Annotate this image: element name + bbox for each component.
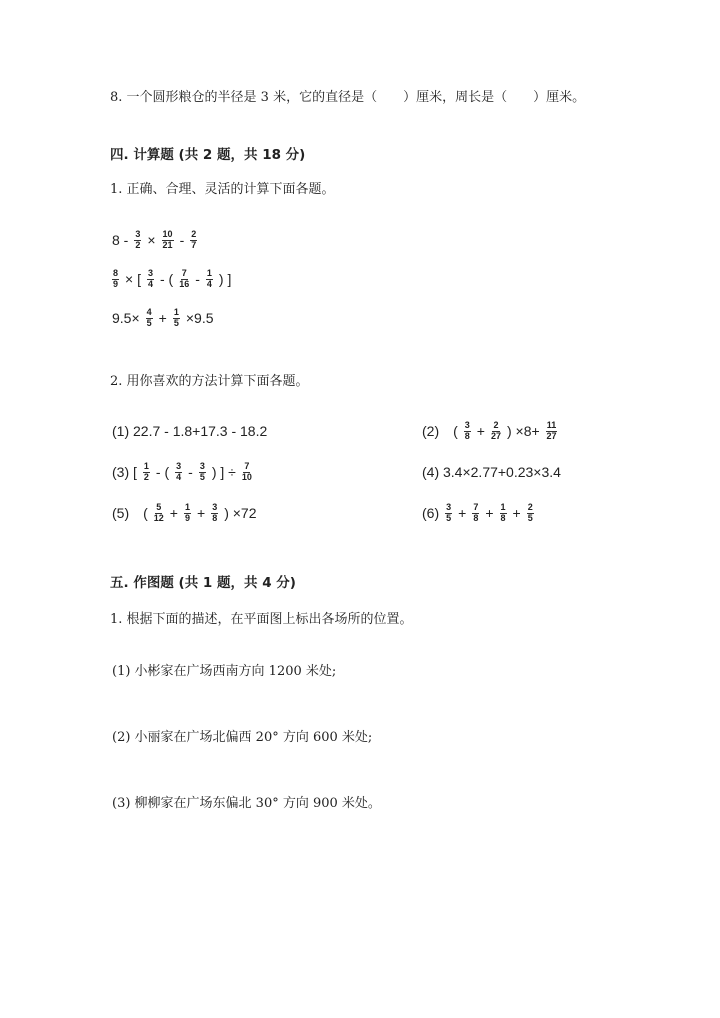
fraction bbox=[147, 269, 154, 290]
list-item: (3) 柳柳家在广场东偏北 30° 方向 900 米处。 bbox=[112, 796, 381, 811]
expression-text: ) ×72 bbox=[224, 505, 257, 522]
expression-text: ×9.5 bbox=[185, 310, 214, 327]
denominator: 4 bbox=[206, 278, 212, 289]
denominator: 16 bbox=[179, 278, 190, 289]
numerator: 3 bbox=[446, 502, 452, 512]
denominator: 8 bbox=[464, 430, 470, 441]
denominator: 5 bbox=[446, 512, 452, 523]
expression-text: + bbox=[485, 505, 494, 522]
fraction bbox=[491, 421, 501, 442]
numerator: 10 bbox=[162, 229, 173, 239]
expression-text: (5) ( bbox=[112, 505, 148, 522]
denominator: 12 bbox=[153, 512, 164, 523]
expression-text: - bbox=[195, 271, 200, 288]
question-8: 8. 一个圆形粮仓的半径是 3 米，它的直径是（ ）厘米，周长是（ ）厘米。 bbox=[110, 90, 586, 105]
denominator: 4 bbox=[147, 278, 153, 289]
section-5-heading: 五. 作图题 (共 1 题，共 4 分) bbox=[110, 575, 296, 591]
expression-text: + bbox=[458, 505, 467, 522]
expression bbox=[422, 503, 534, 524]
numerator: 7 bbox=[181, 268, 187, 278]
fraction bbox=[143, 462, 150, 483]
numerator: 2 bbox=[493, 420, 499, 430]
fraction bbox=[445, 503, 452, 524]
fraction bbox=[472, 503, 479, 524]
fraction bbox=[500, 503, 507, 524]
expression-text: + bbox=[476, 423, 485, 440]
expression-text: × [ bbox=[125, 271, 141, 288]
expression-text: (3) [ bbox=[112, 464, 137, 481]
expression bbox=[112, 462, 252, 483]
denominator: 5 bbox=[527, 512, 533, 523]
expression bbox=[422, 421, 557, 442]
fraction bbox=[211, 503, 218, 524]
numerator: 3 bbox=[135, 229, 141, 239]
fraction bbox=[173, 308, 180, 329]
expression-text: 8 - bbox=[112, 232, 129, 249]
expression-text: 9.5× bbox=[112, 310, 140, 327]
denominator: 7 bbox=[191, 239, 197, 250]
section-5-q1: 1. 根据下面的描述，在平面图上标出各场所的位置。 bbox=[110, 612, 413, 627]
numerator: 3 bbox=[199, 461, 205, 471]
numerator: 7 bbox=[244, 461, 250, 471]
denominator: 9 bbox=[113, 278, 119, 289]
expression-text: (4) 3.4×2.77+0.23×3.4 bbox=[422, 464, 561, 480]
numerator: 2 bbox=[191, 229, 197, 239]
numerator: 1 bbox=[184, 502, 190, 512]
fraction bbox=[184, 503, 191, 524]
fraction bbox=[134, 230, 141, 251]
numerator: 3 bbox=[147, 268, 153, 278]
expression bbox=[112, 503, 257, 524]
numerator: 1 bbox=[173, 307, 179, 317]
expression bbox=[422, 464, 561, 480]
fraction bbox=[206, 269, 213, 290]
denominator: 5 bbox=[173, 317, 179, 328]
denominator: 27 bbox=[546, 430, 557, 441]
numerator: 3 bbox=[212, 502, 218, 512]
denominator: 5 bbox=[199, 471, 205, 482]
numerator: 2 bbox=[527, 502, 533, 512]
denominator: 21 bbox=[162, 239, 173, 250]
fraction bbox=[190, 230, 197, 251]
expression-text: (1) 22.7 - 1.8+17.3 - 18.2 bbox=[112, 423, 268, 439]
numerator: 7 bbox=[473, 502, 479, 512]
expression-text: (6) bbox=[422, 505, 440, 522]
numerator: 5 bbox=[156, 502, 162, 512]
list-item: (2) 小丽家在广场北偏西 20° 方向 600 米处; bbox=[112, 730, 373, 745]
expression-text: + bbox=[512, 505, 521, 522]
fraction bbox=[162, 230, 174, 251]
numerator: 1 bbox=[206, 268, 212, 278]
expression bbox=[112, 423, 267, 439]
numerator: 11 bbox=[546, 420, 557, 430]
denominator: 4 bbox=[176, 471, 182, 482]
fraction bbox=[112, 269, 119, 290]
numerator: 4 bbox=[146, 307, 152, 317]
expression-text: - ( bbox=[155, 464, 170, 481]
denominator: 8 bbox=[473, 512, 479, 523]
fraction bbox=[175, 462, 182, 483]
fraction bbox=[546, 421, 558, 442]
fraction bbox=[527, 503, 534, 524]
numerator: 1 bbox=[143, 461, 149, 471]
section-4-q1: 1. 正确、合理、灵活的计算下面各题。 bbox=[110, 182, 335, 197]
expression-text: - bbox=[188, 464, 193, 481]
fraction bbox=[146, 308, 153, 329]
expression-text: (2) ( bbox=[422, 423, 458, 440]
denominator: 9 bbox=[184, 512, 190, 523]
fraction bbox=[464, 421, 471, 442]
fraction bbox=[154, 503, 164, 524]
section-4-q2: 2. 用你喜欢的方法计算下面各题。 bbox=[110, 374, 309, 389]
expression-text: + bbox=[158, 310, 167, 327]
expression-text: × bbox=[147, 232, 156, 249]
expression bbox=[112, 269, 231, 290]
numerator: 8 bbox=[113, 268, 119, 278]
denominator: 2 bbox=[143, 471, 149, 482]
denominator: 10 bbox=[241, 471, 252, 482]
fraction bbox=[199, 462, 206, 483]
numerator: 3 bbox=[464, 420, 470, 430]
numerator: 1 bbox=[500, 502, 506, 512]
denominator: 8 bbox=[212, 512, 218, 523]
expression-text: + bbox=[197, 505, 206, 522]
section-4-heading: 四. 计算题 (共 2 题，共 18 分) bbox=[110, 147, 306, 163]
expression-text: - ( bbox=[160, 271, 174, 288]
expression-text: ) ×8+ bbox=[507, 423, 540, 440]
denominator: 5 bbox=[146, 317, 152, 328]
expression-text: ) ] ÷ bbox=[211, 464, 236, 481]
expression-text: - bbox=[179, 232, 185, 249]
expression bbox=[112, 230, 197, 251]
denominator: 8 bbox=[500, 512, 506, 523]
expression bbox=[112, 308, 214, 329]
fraction bbox=[242, 462, 252, 483]
denominator: 27 bbox=[490, 430, 501, 441]
denominator: 2 bbox=[135, 239, 141, 250]
numerator: 3 bbox=[176, 461, 182, 471]
expression-text: ) ] bbox=[218, 271, 232, 288]
list-item: (1) 小彬家在广场西南方向 1200 米处; bbox=[112, 664, 337, 679]
fraction bbox=[179, 269, 189, 290]
expression-text: + bbox=[169, 505, 178, 522]
